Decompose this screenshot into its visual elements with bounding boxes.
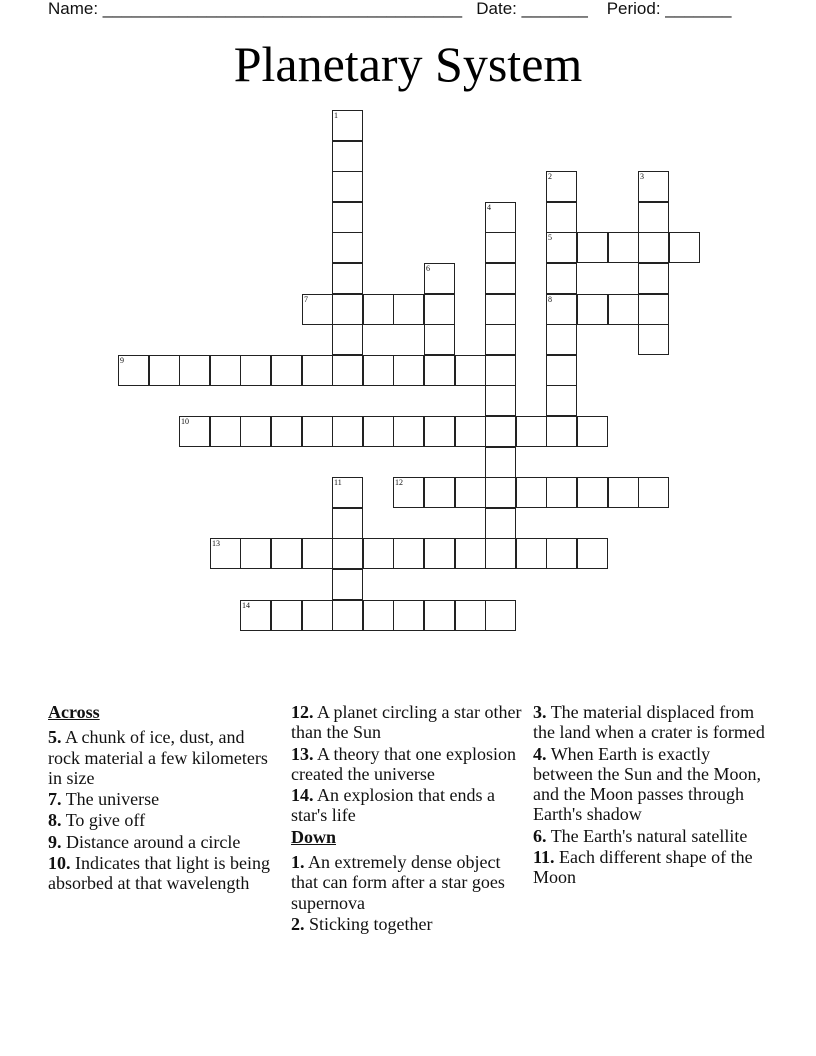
crossword-cell[interactable] <box>608 294 639 325</box>
crossword-cell[interactable] <box>638 263 669 294</box>
cell-number: 9 <box>120 356 124 365</box>
crossword-cell[interactable] <box>455 477 486 508</box>
crossword-cell[interactable] <box>638 324 669 355</box>
clue-down-6: 6. The Earth's natural satellite <box>533 825 748 846</box>
crossword-cell[interactable] <box>424 477 455 508</box>
cell-number: 4 <box>487 203 491 212</box>
crossword-cell[interactable] <box>485 355 516 386</box>
crossword-cell[interactable] <box>271 538 302 569</box>
clue-down-3: 3. The material displaced from the land when a crater is formed <box>533 702 765 743</box>
clue-across-5: 5. A chunk of ice, dust, and rock material a few kilometers in size <box>48 727 268 788</box>
crossword-cell[interactable] <box>240 416 271 447</box>
crossword-cell[interactable] <box>608 232 639 263</box>
crossword-cell[interactable] <box>210 355 241 386</box>
crossword-cell[interactable] <box>638 202 669 233</box>
crossword-cell[interactable] <box>332 263 363 294</box>
clue-down-1: 1. An extremely dense object that can form after a star goes supernova <box>291 852 505 913</box>
clue-column-2 <box>291 702 523 935</box>
crossword-cell[interactable] <box>363 538 394 569</box>
crossword-cell[interactable] <box>669 232 700 263</box>
clue-across-14: 14. An explosion that ends a star's life <box>291 785 495 826</box>
cell-number: 13 <box>212 539 220 548</box>
crossword-cell[interactable] <box>424 263 455 294</box>
crossword-cell[interactable] <box>424 355 455 386</box>
crossword-cell[interactable] <box>516 477 547 508</box>
name-field-label: Name: ______________________________________ <box>48 0 463 18</box>
crossword-cell[interactable] <box>546 416 577 447</box>
crossword-cell[interactable] <box>393 477 424 508</box>
down-heading: Down <box>291 826 337 847</box>
clue-down-4: 4. When Earth is exactly between the Sun and the Moon, and the Moon passes through Earth's shadow <box>533 743 761 825</box>
clue-across-13: 13. A theory that one explosion created the universe <box>291 743 516 784</box>
clue-across-10: 10. Indicates that light is being absorbed at that wavelength <box>48 853 270 894</box>
clue-down-11: 11. Each different shape of the Moon <box>533 847 753 888</box>
cell-number: 12 <box>395 478 403 487</box>
cell-number: 6 <box>426 264 430 273</box>
crossword-cell[interactable] <box>638 477 669 508</box>
crossword-cell[interactable] <box>271 416 302 447</box>
page-title: Planetary System <box>233 36 583 92</box>
crossword-cell[interactable] <box>332 294 363 325</box>
crossword-cell[interactable] <box>393 600 424 631</box>
crossword-cell[interactable] <box>455 355 486 386</box>
crossword-cell[interactable] <box>455 416 486 447</box>
cell-number: 2 <box>548 172 552 181</box>
crossword-cell[interactable] <box>577 416 608 447</box>
crossword-cell[interactable] <box>516 538 547 569</box>
crossword-cell[interactable] <box>393 538 424 569</box>
clue-across-7: 7. The universe <box>48 789 160 810</box>
crossword-cell[interactable] <box>608 477 639 508</box>
cell-number: 1 <box>334 111 338 120</box>
crossword-cell[interactable] <box>332 202 363 233</box>
crossword-cell[interactable] <box>393 416 424 447</box>
crossword-cell[interactable] <box>302 538 333 569</box>
crossword-cell[interactable] <box>546 171 577 202</box>
crossword-cell[interactable] <box>455 600 486 631</box>
crossword-cell[interactable] <box>485 538 516 569</box>
cell-number: 11 <box>334 478 342 487</box>
cell-number: 5 <box>548 233 552 242</box>
clue-down-2: 2. Sticking together <box>291 913 433 934</box>
crossword-cell[interactable] <box>271 600 302 631</box>
cell-number: 10 <box>181 417 189 426</box>
crossword-cell[interactable] <box>577 477 608 508</box>
crossword-cell[interactable] <box>546 202 577 233</box>
crossword-cell[interactable] <box>179 355 210 386</box>
crossword-cell[interactable] <box>577 294 608 325</box>
crossword-cell[interactable] <box>424 324 455 355</box>
crossword-cell[interactable] <box>240 538 271 569</box>
crossword-cell[interactable] <box>332 508 363 539</box>
crossword-cell[interactable] <box>546 538 577 569</box>
across-heading: Across <box>48 702 100 722</box>
clue-across-8: 8. To give off <box>48 810 146 831</box>
crossword-cell[interactable] <box>332 355 363 386</box>
crossword-cell[interactable] <box>210 538 241 569</box>
crossword-cell[interactable] <box>424 600 455 631</box>
crossword-cell[interactable] <box>485 508 516 539</box>
crossword-cell[interactable] <box>332 600 363 631</box>
crossword-cell[interactable] <box>546 477 577 508</box>
crossword-cell[interactable] <box>271 355 302 386</box>
crossword-cell[interactable] <box>516 416 547 447</box>
crossword-cell[interactable] <box>638 171 669 202</box>
crossword-cell[interactable] <box>210 416 241 447</box>
crossword-cell[interactable] <box>424 416 455 447</box>
crossword-cell[interactable] <box>577 538 608 569</box>
crossword-cell[interactable] <box>546 263 577 294</box>
crossword-cell[interactable] <box>240 355 271 386</box>
crossword-cell[interactable] <box>485 600 516 631</box>
crossword-cell[interactable] <box>546 324 577 355</box>
cell-number: 14 <box>242 601 250 610</box>
cell-number: 3 <box>640 172 644 181</box>
crossword-cell[interactable] <box>485 416 516 447</box>
crossword-cell[interactable] <box>546 232 577 263</box>
crossword-cell[interactable] <box>332 232 363 263</box>
crossword-cell[interactable] <box>332 110 363 141</box>
crossword-cell[interactable] <box>424 294 455 325</box>
crossword-cell[interactable] <box>332 324 363 355</box>
crossword-cell[interactable] <box>485 202 516 233</box>
crossword-cell[interactable] <box>332 141 363 172</box>
crossword-cell[interactable] <box>179 416 210 447</box>
cell-number: 8 <box>548 295 552 304</box>
crossword-cell[interactable] <box>485 324 516 355</box>
crossword-cell[interactable] <box>577 232 608 263</box>
crossword-cell[interactable] <box>240 600 271 631</box>
crossword-cell[interactable] <box>546 294 577 325</box>
crossword-cell[interactable] <box>363 294 394 325</box>
clue-column-3 <box>533 702 765 889</box>
crossword-cell[interactable] <box>332 171 363 202</box>
crossword-cell[interactable] <box>332 416 363 447</box>
crossword-cell[interactable] <box>118 355 149 386</box>
crossword-cell[interactable] <box>424 538 455 569</box>
crossword-cell[interactable] <box>455 538 486 569</box>
crossword-cell[interactable] <box>332 538 363 569</box>
crossword-cell[interactable] <box>485 232 516 263</box>
period-field-label: Period: _______ <box>606 0 732 18</box>
crossword-cell[interactable] <box>638 294 669 325</box>
clue-across-12: 12. A planet circling a star other than the Sun <box>291 702 522 743</box>
crossword-cell[interactable] <box>302 416 333 447</box>
crossword-cell[interactable] <box>332 477 363 508</box>
crossword-cell[interactable] <box>302 600 333 631</box>
crossword-cell[interactable] <box>393 355 424 386</box>
crossword-cell[interactable] <box>546 385 577 416</box>
crossword-cell[interactable] <box>363 600 394 631</box>
date-field-label: Date: _______ <box>476 0 588 18</box>
crossword-cell[interactable] <box>638 232 669 263</box>
crossword-cell[interactable] <box>363 416 394 447</box>
clue-column-1 <box>48 702 280 895</box>
crossword-cell[interactable] <box>149 355 180 386</box>
cell-number: 7 <box>304 295 308 304</box>
crossword-cell[interactable] <box>485 477 516 508</box>
crossword-cell[interactable] <box>332 569 363 600</box>
crossword-cell[interactable] <box>485 447 516 478</box>
clue-across-9: 9. Distance around a circle <box>48 831 241 852</box>
crossword-cell[interactable] <box>363 355 394 386</box>
crossword-cell[interactable] <box>393 294 424 325</box>
crossword-cell[interactable] <box>485 385 516 416</box>
crossword-cell[interactable] <box>546 355 577 386</box>
crossword-cell[interactable] <box>485 263 516 294</box>
crossword-cell[interactable] <box>485 294 516 325</box>
crossword-cell[interactable] <box>302 294 333 325</box>
crossword-cell[interactable] <box>302 355 333 386</box>
